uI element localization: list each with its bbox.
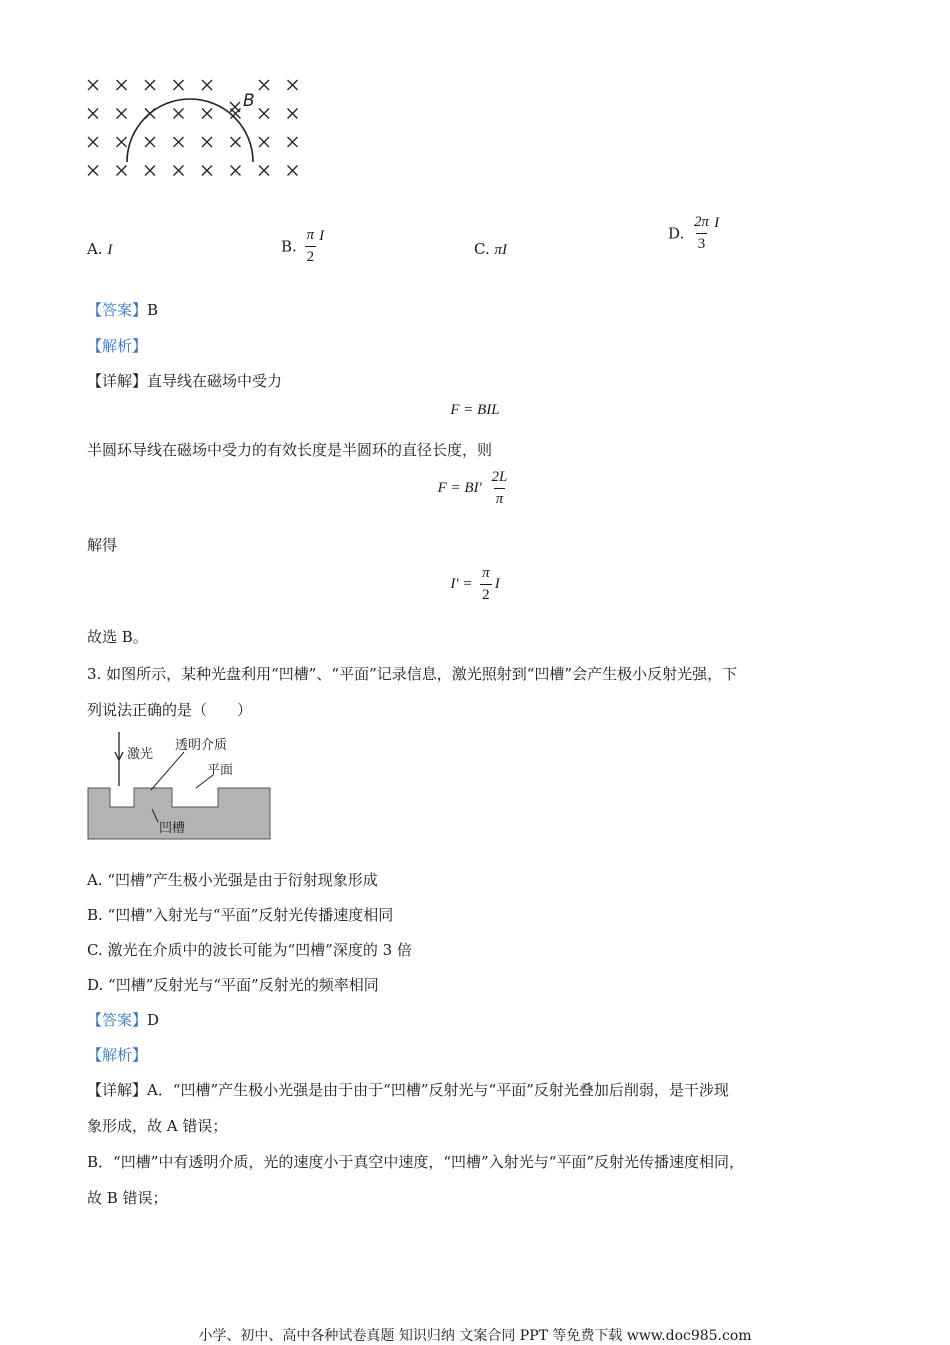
field-cross xyxy=(145,166,155,176)
option-a: A. I xyxy=(87,240,113,258)
field-cross xyxy=(117,137,127,147)
flat-label: 平面 xyxy=(207,763,234,778)
q3-detail-b-line1: B．“凹槽”中有透明介质，光的速度小于真空中速度，“凹槽”入射光与“平面”反射光传播速度相同， xyxy=(87,1153,745,1171)
field-cross xyxy=(288,109,298,119)
field-cross xyxy=(288,137,298,147)
laser-label: 激光 xyxy=(127,747,154,762)
q2-analysis-label: 【解析】 xyxy=(87,337,148,355)
field-cross xyxy=(117,80,127,90)
semicircle-text: 半圆环导线在磁场中受力的有效长度是半圆环的直径长度，则 xyxy=(87,441,493,459)
field-cross xyxy=(88,109,98,119)
field-cross xyxy=(259,166,269,176)
field-cross xyxy=(174,137,184,147)
q3-detail-a-line1: 【详解】A．“凹槽”产生极小光强是由于由于“凹槽”反射光与“平面”反射光叠加后削弱，是干涉现 xyxy=(87,1081,729,1099)
q3-stem-line1: 3. 如图所示，某种光盘利用“凹槽”、“平面”记录信息，激光照射到“凹槽”会产生极小反射光强，下 xyxy=(87,665,738,683)
field-cross xyxy=(88,166,98,176)
field-cross xyxy=(174,109,184,119)
field-cross xyxy=(231,166,241,176)
q3-answer: 【答案】D xyxy=(87,1011,160,1029)
solve-text: 解得 xyxy=(87,536,118,554)
q3-detail-b-line2: 故 B 错误； xyxy=(87,1189,168,1207)
field-cross xyxy=(202,166,212,176)
option-d: D. $\frac{2\pi}{3}$ I xyxy=(668,214,720,252)
optical-disc-figure xyxy=(86,730,276,842)
field-cross xyxy=(88,80,98,90)
field-cross xyxy=(288,80,298,90)
q3-option-b: B. “凹槽”入射光与“平面”反射光传播速度相同 xyxy=(87,906,394,924)
field-cross xyxy=(202,137,212,147)
medium-label: 透明介质 xyxy=(175,738,228,753)
equation-1: F = BIL xyxy=(450,402,500,418)
option-b: B. $\frac{\pi}{2}$ I xyxy=(281,227,325,265)
field-cross xyxy=(288,166,298,176)
field-cross xyxy=(259,137,269,147)
field-label-b: B xyxy=(243,91,255,111)
q3-option-c: C. 激光在介质中的波长可能为“凹槽”深度的 3 倍 xyxy=(87,941,412,959)
field-cross xyxy=(259,109,269,119)
q2-detail: 【详解】直导线在磁场中受力 xyxy=(87,372,283,390)
field-cross xyxy=(259,80,269,90)
field-cross-grid xyxy=(88,80,298,176)
equation-2: F = BI' $\frac{2L}{\pi}$ xyxy=(437,469,508,507)
magnetic-field-figure xyxy=(80,70,310,185)
field-cross xyxy=(145,137,155,147)
field-cross xyxy=(117,166,127,176)
q3-stem-line2: 列说法正确的是（ ） xyxy=(87,701,253,719)
medium-pointer xyxy=(151,752,184,790)
q3-option-d: D. “凹槽”反射光与“平面”反射光的频率相同 xyxy=(87,976,379,994)
q2-answer: 【答案】B xyxy=(87,301,159,319)
equation-3: I' = $\frac{\pi}{2}$ I xyxy=(450,565,500,603)
field-cross xyxy=(202,80,212,90)
q3-option-a: A. “凹槽”产生极小光强是由于衍射现象形成 xyxy=(87,871,378,889)
field-cross xyxy=(174,166,184,176)
field-cross xyxy=(117,109,127,119)
q3-analysis-label: 【解析】 xyxy=(87,1046,148,1064)
field-cross xyxy=(145,80,155,90)
field-cross xyxy=(230,102,240,112)
field-cross xyxy=(202,109,212,119)
field-cross xyxy=(174,80,184,90)
q3-detail-a-line2: 象形成，故 A 错误； xyxy=(87,1117,228,1135)
option-c: C. πI xyxy=(474,240,508,258)
field-cross xyxy=(231,137,241,147)
field-cross xyxy=(88,137,98,147)
q2-conclusion: 故选 B。 xyxy=(87,628,148,646)
groove-label: 凹槽 xyxy=(159,821,186,836)
page-footer: 小学、初中、高中各种试卷真题 知识归纳 文案合同 PPT 等免费下载 www.doc985.com xyxy=(198,1328,752,1344)
